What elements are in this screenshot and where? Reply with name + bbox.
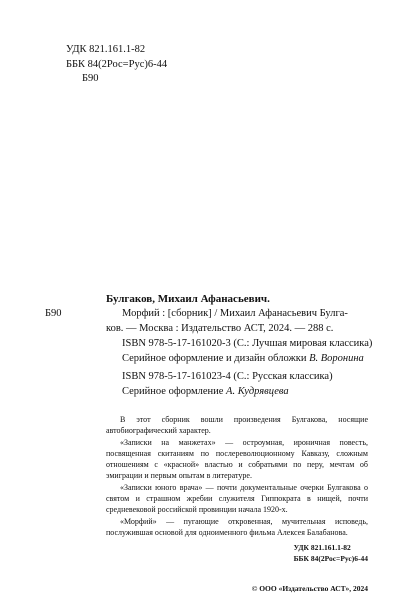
isbn-block-2 [122,370,333,399]
author-mark: Б90 [82,73,99,84]
annotation-paragraph: «Записки на манжетах» — остроумная, ироничная повесть, посвященная скитаниям по послереволюционному Кавказу, сложным отношениям с «красной» властью и собратьями по перу, мечтам об эмиграции и первым опытам в литературе. [106,437,368,481]
footer-udk: УДК 821.161.1-82 [293,543,351,552]
classification-block [66,43,167,87]
annotation [106,414,368,538]
description-line-1: Морфий : [сборник] / Михаил Афанасьевич Булга- [122,308,348,319]
design-credit [122,385,333,400]
annotation-paragraph: В этот сборник вошли произведения Булгакова, носящие автобиографический характер. [106,415,368,436]
footer-classification [294,543,368,564]
description-line-2: ков. — Москва : Издательство АСТ, 2024. — 288 с. [106,322,334,334]
footer-bbk: ББК 84(2Рос=Рус)6-44 [293,553,368,563]
udk-code: УДК 821.161.1-82 [66,44,146,55]
isbn-block-1 [122,337,372,366]
designer-name: В. Воронина [309,352,364,364]
design-credit [122,352,372,367]
isbn-line: ISBN 978-5-17-161020-3 (С.: Лучшая мировая классика) [122,338,373,349]
copyright-notice: © ООО «Издательство АСТ», 2024 [251,584,368,593]
bibliographic-description [106,307,348,336]
author-mark-side: Б90 [45,308,62,319]
annotation-paragraph: «Морфий» — пугающие откровенная, мучительная исповедь, послужившая основой для одноименного фильма Алексея Балабанова. [106,516,368,537]
design-credit-text: Серийное оформление и дизайн обложки [122,352,310,364]
isbn-line: ISBN 978-5-17-161023-4 (С.: Русская классика) [122,371,333,382]
bbk-code: ББК 84(2Рос=Рус)6-44 [66,58,168,70]
annotation-paragraph: «Записки юного врача» — почти документальные очерки Булгакова о святом и страшном жребии служителя Гиппократа в нищей, почти средневековой российской провинции начала 1920-х. [106,482,368,515]
author-heading: Булгаков, Михаил Афанасьевич. [106,293,270,305]
design-credit-text: Серийное оформление [122,385,227,397]
designer-name: А. Кудрявцева [226,385,289,397]
